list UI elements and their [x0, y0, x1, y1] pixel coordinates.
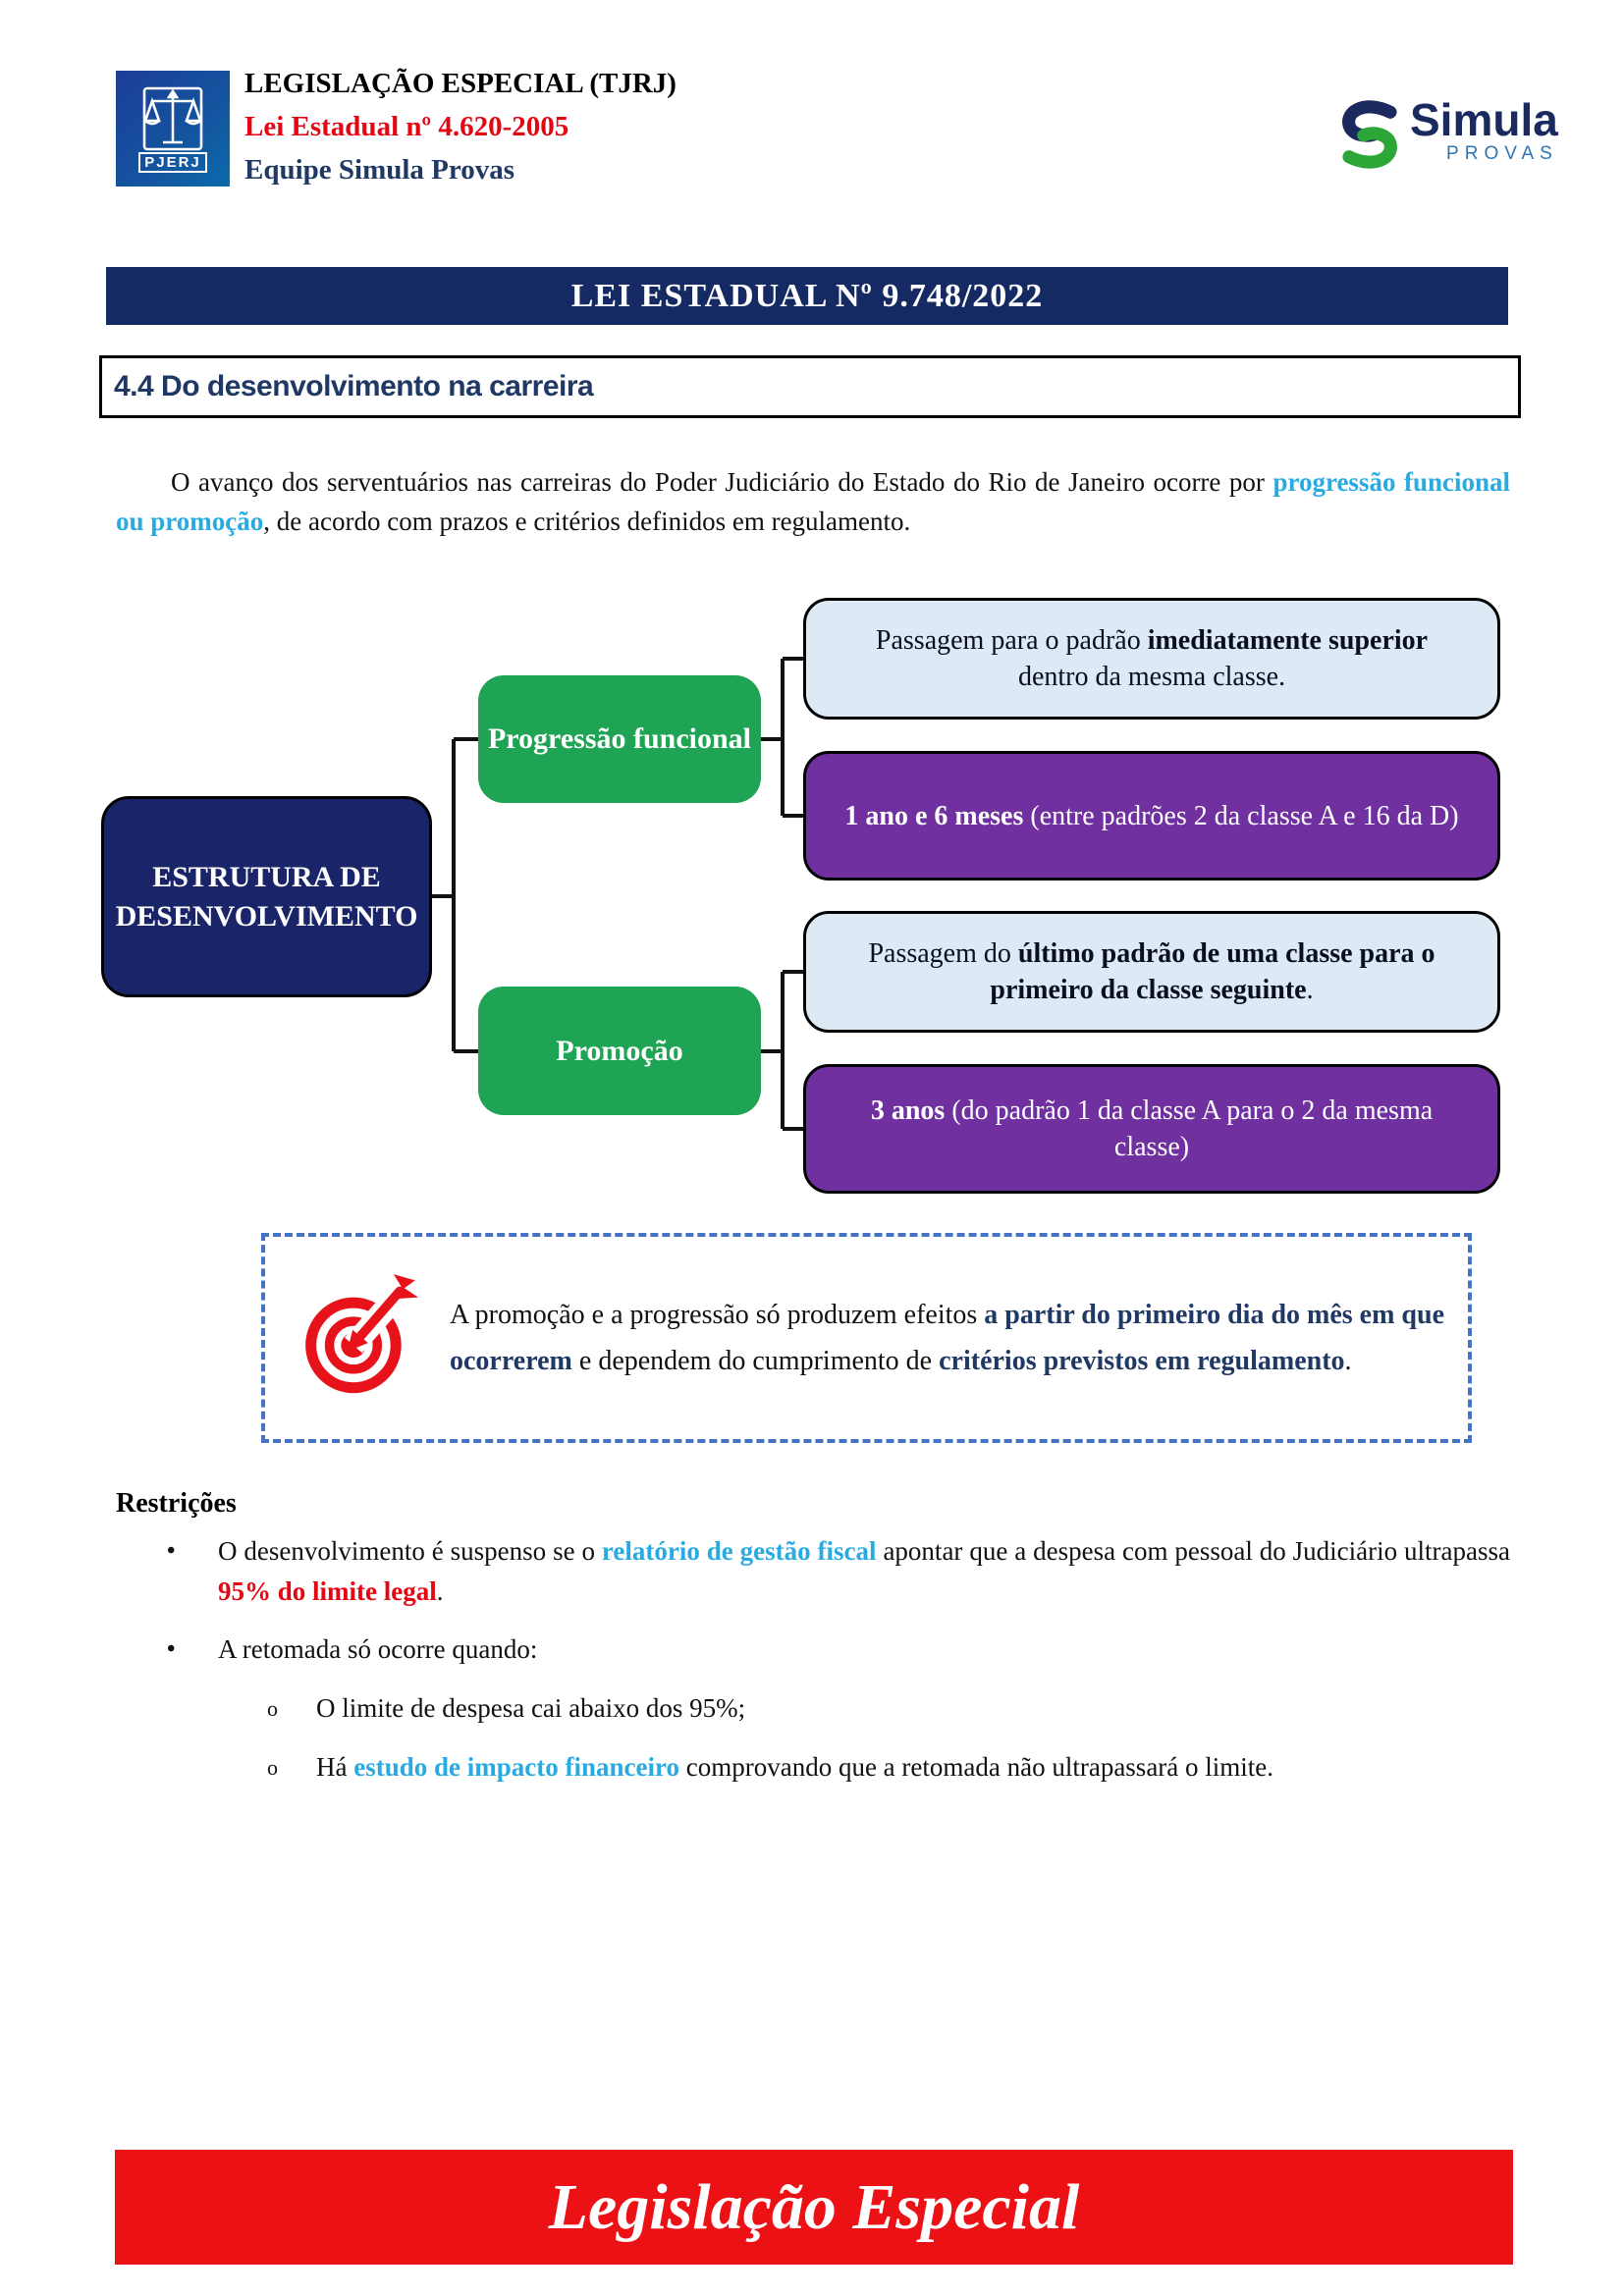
flowchart-leaf-progressao-prazo — [803, 751, 1500, 881]
flowchart-leaf-progressao-desc — [803, 598, 1500, 720]
intro-seg1: O avanço dos serventuários nas carreiras do Poder Judiciário do Estado do Rio de Janeiro ocorre por — [171, 467, 1273, 497]
team-name: Equipe Simula Provas — [244, 154, 515, 186]
course-title: LEGISLAÇÃO ESPECIAL (TJRJ) — [244, 68, 677, 99]
promocao-label: Promoção — [556, 1034, 683, 1067]
s2-seg1: Há — [316, 1752, 354, 1782]
s2-seg3: comprovando que a retomada não ultrapassará o limite. — [678, 1752, 1274, 1782]
section-heading-box — [99, 355, 1521, 418]
leaf2-seg1: 1 ano e 6 meses — [844, 800, 1024, 831]
flowchart-node-progressao — [478, 675, 761, 803]
restriction-item-2-text: A retomada só ocorre quando: — [218, 1634, 538, 1664]
intro-paragraph — [116, 462, 1510, 541]
restriction-subitem-2-text — [316, 1747, 1273, 1788]
law-reference: Lei Estadual nº 4.620-2005 — [244, 111, 569, 142]
restriction-item-1 — [167, 1531, 1510, 1612]
footer-banner — [115, 2150, 1513, 2265]
simula-s-icon — [1335, 96, 1404, 173]
r1-seg1: O desenvolvimento é suspenso se o — [218, 1536, 602, 1566]
leaf1-seg2: imediatamente superior — [1147, 625, 1429, 656]
pjerj-logo-label: PJERJ — [138, 152, 207, 173]
header-text-block — [244, 62, 932, 191]
leaf3-seg3: . — [1306, 975, 1314, 1005]
r1-seg5: . — [436, 1576, 444, 1606]
leaf2-seg2: (entre padrões 2 da classe A e 16 da D) — [1023, 800, 1459, 831]
note-seg3: e dependem do cumprimento de — [571, 1346, 940, 1376]
sub-bullet-marker: o — [267, 1755, 278, 1780]
highlight-note-box — [261, 1233, 1472, 1443]
leaf3-seg2: último padrão de uma classe para o primeiro da classe seguinte — [990, 938, 1435, 1005]
note-text — [450, 1292, 1444, 1384]
leaf4-seg2: (do padrão 1 da classe A para o 2 da mesma classe) — [945, 1095, 1434, 1162]
footer-title: Legislação Especial — [548, 2170, 1080, 2243]
r1-seg2: relatório de gestão fiscal — [601, 1536, 877, 1566]
sub-bullet-marker: o — [267, 1696, 278, 1721]
leaf1-seg3: dentro da mesma classe. — [1017, 662, 1286, 692]
scales-of-justice-icon — [138, 85, 207, 158]
r1-seg4: 95% do limite legal — [218, 1576, 437, 1606]
flowchart-leaf-promocao-desc — [803, 911, 1500, 1033]
progressao-label: Progressão funcional — [487, 722, 752, 755]
simula-provas-logo — [1335, 96, 1558, 173]
bullet-marker: • — [167, 1538, 176, 1564]
leaf4-seg1: 3 anos — [870, 1095, 946, 1126]
brand-subtitle: PROVAS — [1446, 143, 1558, 164]
section-heading: 4.4 Do desenvolvimento na carreira — [114, 370, 594, 402]
r1-seg3: apontar que a despesa com pessoal do Judiciário ultrapassa — [876, 1536, 1510, 1566]
restrictions-heading: Restrições — [116, 1488, 237, 1519]
target-icon — [302, 1262, 418, 1410]
note-seg5: . — [1344, 1346, 1352, 1376]
restriction-subitem-1 — [267, 1688, 1510, 1729]
note-seg1: A promoção e a progressão só produzem efeitos — [450, 1300, 985, 1330]
flowchart-root-node — [101, 796, 432, 997]
leaf3-seg1: Passagem do — [868, 938, 1018, 969]
flowchart-node-promocao — [478, 987, 761, 1115]
note-seg2: a partir do primeiro dia do mês em que ocorrerem — [450, 1300, 1445, 1376]
brand-name: Simula — [1410, 94, 1558, 145]
intro-highlight: progressão funcional ou promoção — [116, 467, 1510, 536]
note-seg4: critérios previstos em regulamento — [939, 1346, 1345, 1376]
restriction-subitem-1-text: O limite de despesa cai abaixo dos 95%; — [316, 1693, 746, 1723]
pjerj-logo — [116, 71, 230, 187]
law-title-banner — [106, 267, 1508, 325]
leaf1-seg1: Passagem para o padrão — [875, 625, 1148, 656]
law-title: LEI ESTADUAL Nº 9.748/2022 — [570, 277, 1044, 314]
root-label: ESTRUTURA DE DESENVOLVIMENTO — [115, 860, 418, 933]
flowchart-leaf-promocao-prazo — [803, 1064, 1500, 1194]
intro-seg3: , de acordo com prazos e critérios definidos em regulamento. — [263, 507, 911, 536]
restriction-subitem-2 — [267, 1747, 1510, 1788]
restriction-item-1-text — [218, 1531, 1510, 1612]
s2-seg2: estudo de impacto financeiro — [353, 1752, 679, 1782]
bullet-marker: • — [167, 1636, 176, 1662]
restriction-item-2 — [167, 1629, 1510, 1670]
